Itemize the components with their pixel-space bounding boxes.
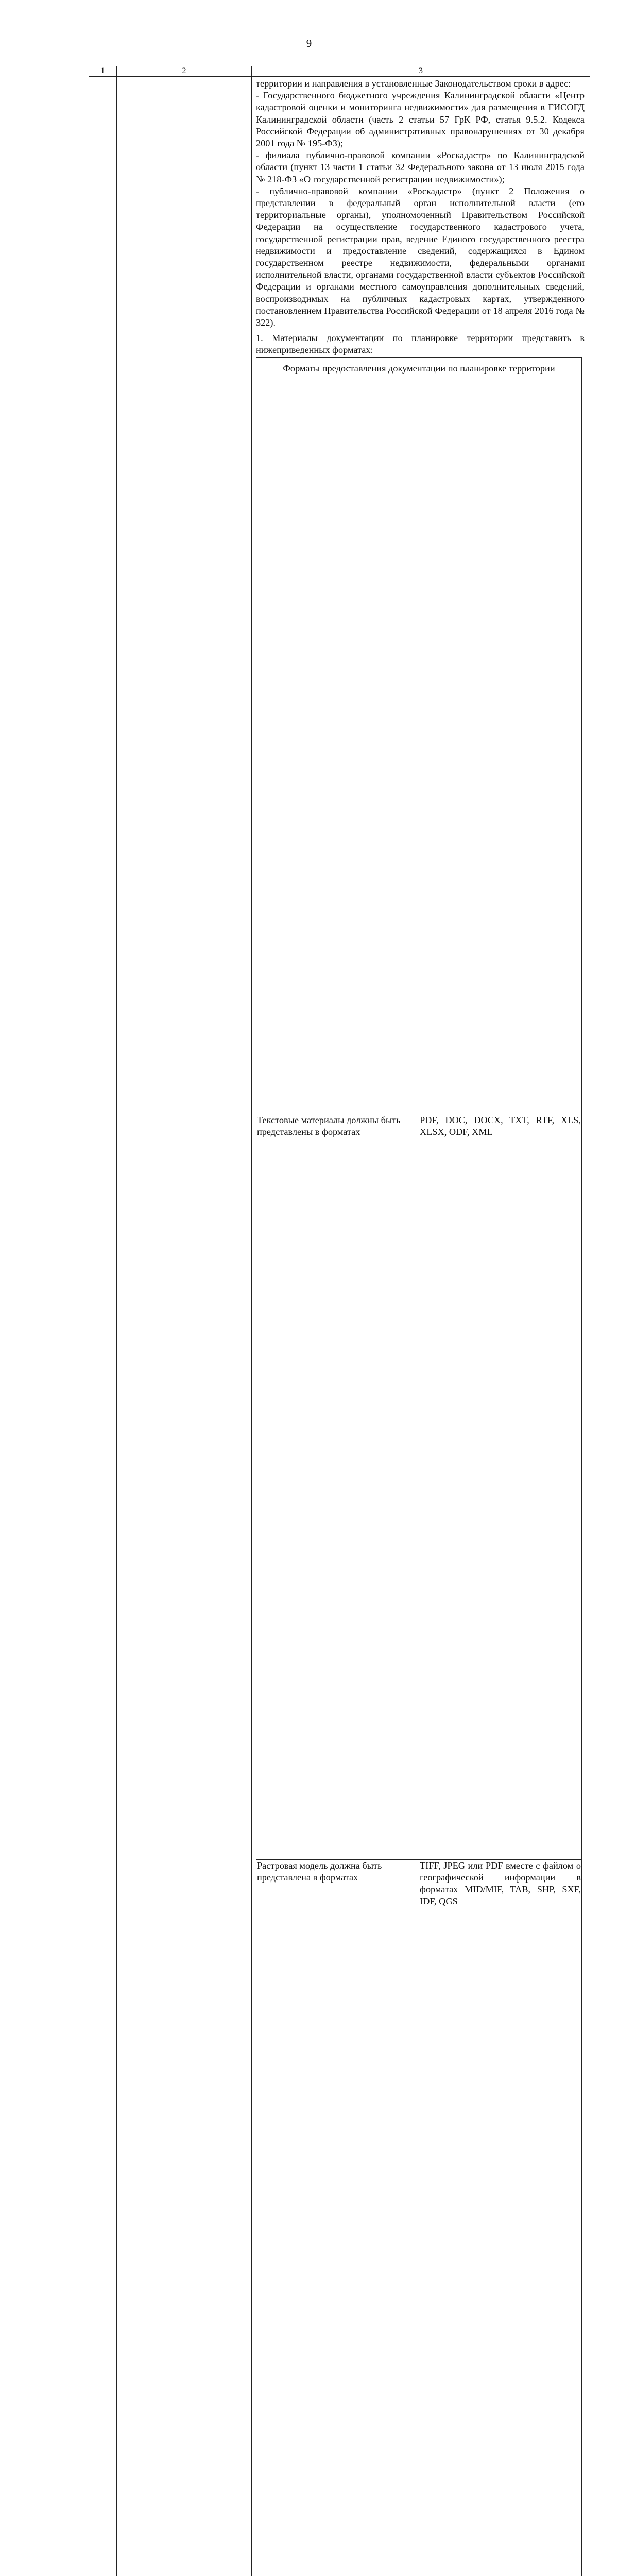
content-text	[252, 77, 590, 2576]
format-value: TIFF, JPEG или PDF вместе с файлом о географической информации в форматах MID/MIF, TAB, SHP, SXF, IDF, QGS	[419, 1859, 582, 2576]
header-col-1: 1	[89, 66, 117, 77]
format-label: Текстовые материалы должны быть представлены в форматах	[256, 1114, 419, 1859]
section-1-intro: 1. Материалы документации по планировке территории представить в нижеприведенных форматах:	[256, 332, 585, 356]
empty-cell-col-1	[89, 77, 117, 2576]
empty-cell-col-2	[117, 77, 252, 2576]
header-col-3: 3	[252, 66, 590, 77]
format-label: Растровая модель должна быть представлена в форматах	[256, 1859, 419, 2576]
formats-table-title-row	[256, 357, 582, 1114]
header-col-2: 2	[117, 66, 252, 77]
formats-table	[256, 357, 582, 2576]
formats-table-row	[256, 1859, 582, 2576]
paragraph: - публично-правовой компании «Роскадастр» (пункт 2 Положения о представлении в федеральный орган исполнительной власти (его территориальные органы), уполномоченный Правительством Российской Федерации на осуществление государственного кадастрового учета, государственной регистрации прав, ведение Единого государственного реестра недвижимости и предоставление сведений, содержащихся в Едином государственном реестре недвижимости, федеральными органами исполнительной власти, органами государственной власти субъектов Российской Федерации и органами местного самоуправления дополнительных сведений, воспроизводимых на публичных кадастровых картах, утвержденного постановлением Правительства Российской Федерации от 18 апреля 2016 года № 322).	[256, 185, 585, 329]
page-number: 9	[0, 37, 618, 50]
table-header-row	[89, 66, 590, 77]
format-value: PDF, DOC, DOCX, TXT, RTF, XLS, XLSX, ODF, XML	[419, 1114, 582, 1859]
paragraph: - филиала публично-правовой компании «Роскадастр» по Калининградской области (пункт 13 части 1 статьи 32 Федерального закона от 13 июля 2015 года № 218-ФЗ «О государственной регистрации недвижимости»);	[256, 149, 585, 185]
paragraph: - Государственного бюджетного учреждения Калининградской области «Центр кадастровой оценки и мониторинга недвижимости» для размещения в ГИСОГД Калининградской области (часть 2 статьи 57 ГрК РФ, статья 9.5.2. Кодекса Российской Федерации об административных правонарушениях от 30 декабря 2001 года № 195-ФЗ);	[256, 90, 585, 149]
requirements-table	[89, 66, 590, 2576]
formats-table-title: Форматы предоставления документации по планировке территории	[256, 357, 582, 1114]
formats-table-row	[256, 1114, 582, 1859]
table-body-row	[89, 77, 590, 2576]
paragraph: территории и направления в установленные Законодательством сроки в адрес:	[256, 78, 585, 90]
content-cell	[252, 77, 590, 2576]
